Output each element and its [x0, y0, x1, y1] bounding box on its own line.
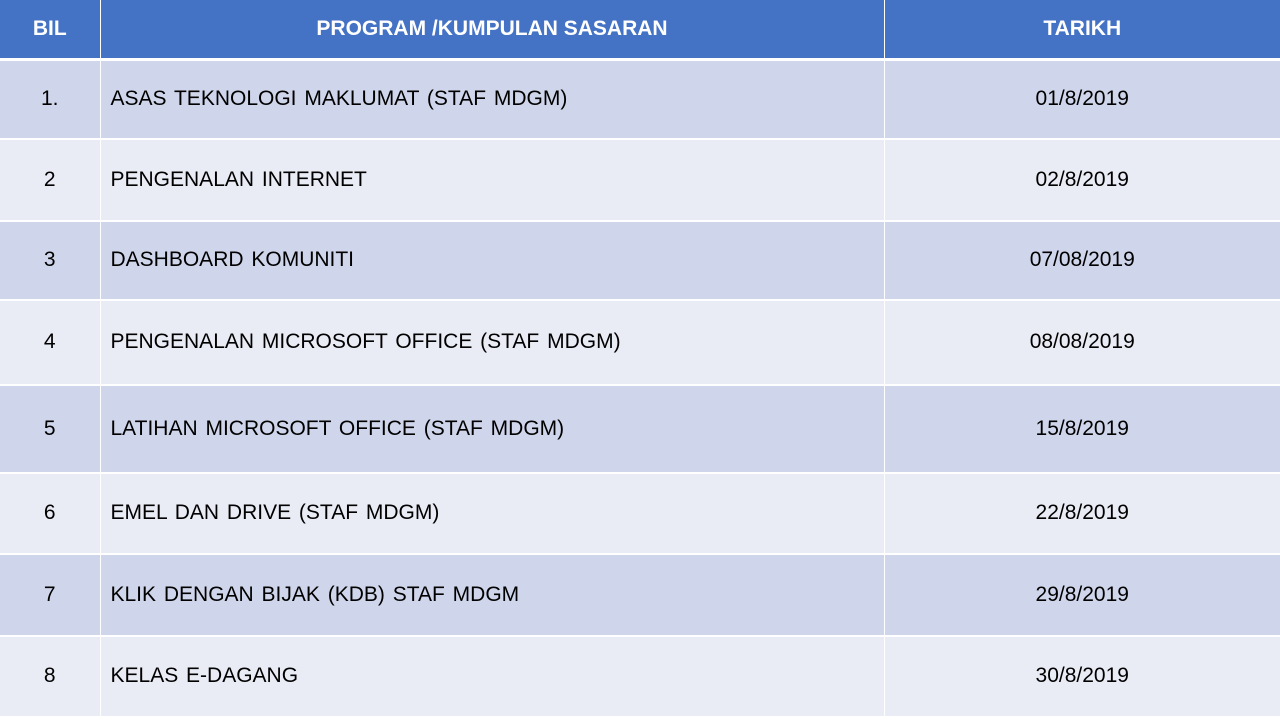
- table-row: [0, 473, 1280, 554]
- cell-tarikh: 29/8/2019: [884, 554, 1280, 636]
- table-row: [0, 554, 1280, 636]
- cell-program: PENGENALAN INTERNET: [100, 139, 884, 221]
- cell-program: DASHBOARD KOMUNITI: [100, 221, 884, 300]
- cell-program: LATIHAN MICROSOFT OFFICE (STAF MDGM): [100, 385, 884, 473]
- header-program: PROGRAM /KUMPULAN SASARAN: [100, 0, 884, 60]
- cell-bil: 7: [0, 554, 100, 636]
- table-row: [0, 139, 1280, 221]
- header-bil: BIL: [0, 0, 100, 60]
- cell-tarikh: 02/8/2019: [884, 139, 1280, 221]
- cell-bil: 2: [0, 139, 100, 221]
- cell-bil: 4: [0, 300, 100, 385]
- table-row: [0, 60, 1280, 139]
- cell-bil: 8: [0, 636, 100, 717]
- table-row: [0, 385, 1280, 473]
- table-header-row: [0, 0, 1280, 60]
- cell-tarikh: 01/8/2019: [884, 60, 1280, 139]
- table-row: [0, 221, 1280, 300]
- cell-tarikh: 30/8/2019: [884, 636, 1280, 717]
- cell-tarikh: 22/8/2019: [884, 473, 1280, 554]
- header-tarikh: TARIKH: [884, 0, 1280, 60]
- table-row: [0, 636, 1280, 717]
- cell-tarikh: 08/08/2019: [884, 300, 1280, 385]
- cell-program: KLIK DENGAN BIJAK (KDB) STAF MDGM: [100, 554, 884, 636]
- cell-bil: 6: [0, 473, 100, 554]
- cell-bil: 1.: [0, 60, 100, 139]
- cell-program: EMEL DAN DRIVE (STAF MDGM): [100, 473, 884, 554]
- table-row: [0, 300, 1280, 385]
- cell-program: KELAS E-DAGANG: [100, 636, 884, 717]
- cell-bil: 3: [0, 221, 100, 300]
- cell-tarikh: 07/08/2019: [884, 221, 1280, 300]
- cell-program: ASAS TEKNOLOGI MAKLUMAT (STAF MDGM): [100, 60, 884, 139]
- cell-bil: 5: [0, 385, 100, 473]
- cell-tarikh: 15/8/2019: [884, 385, 1280, 473]
- cell-program: PENGENALAN MICROSOFT OFFICE (STAF MDGM): [100, 300, 884, 385]
